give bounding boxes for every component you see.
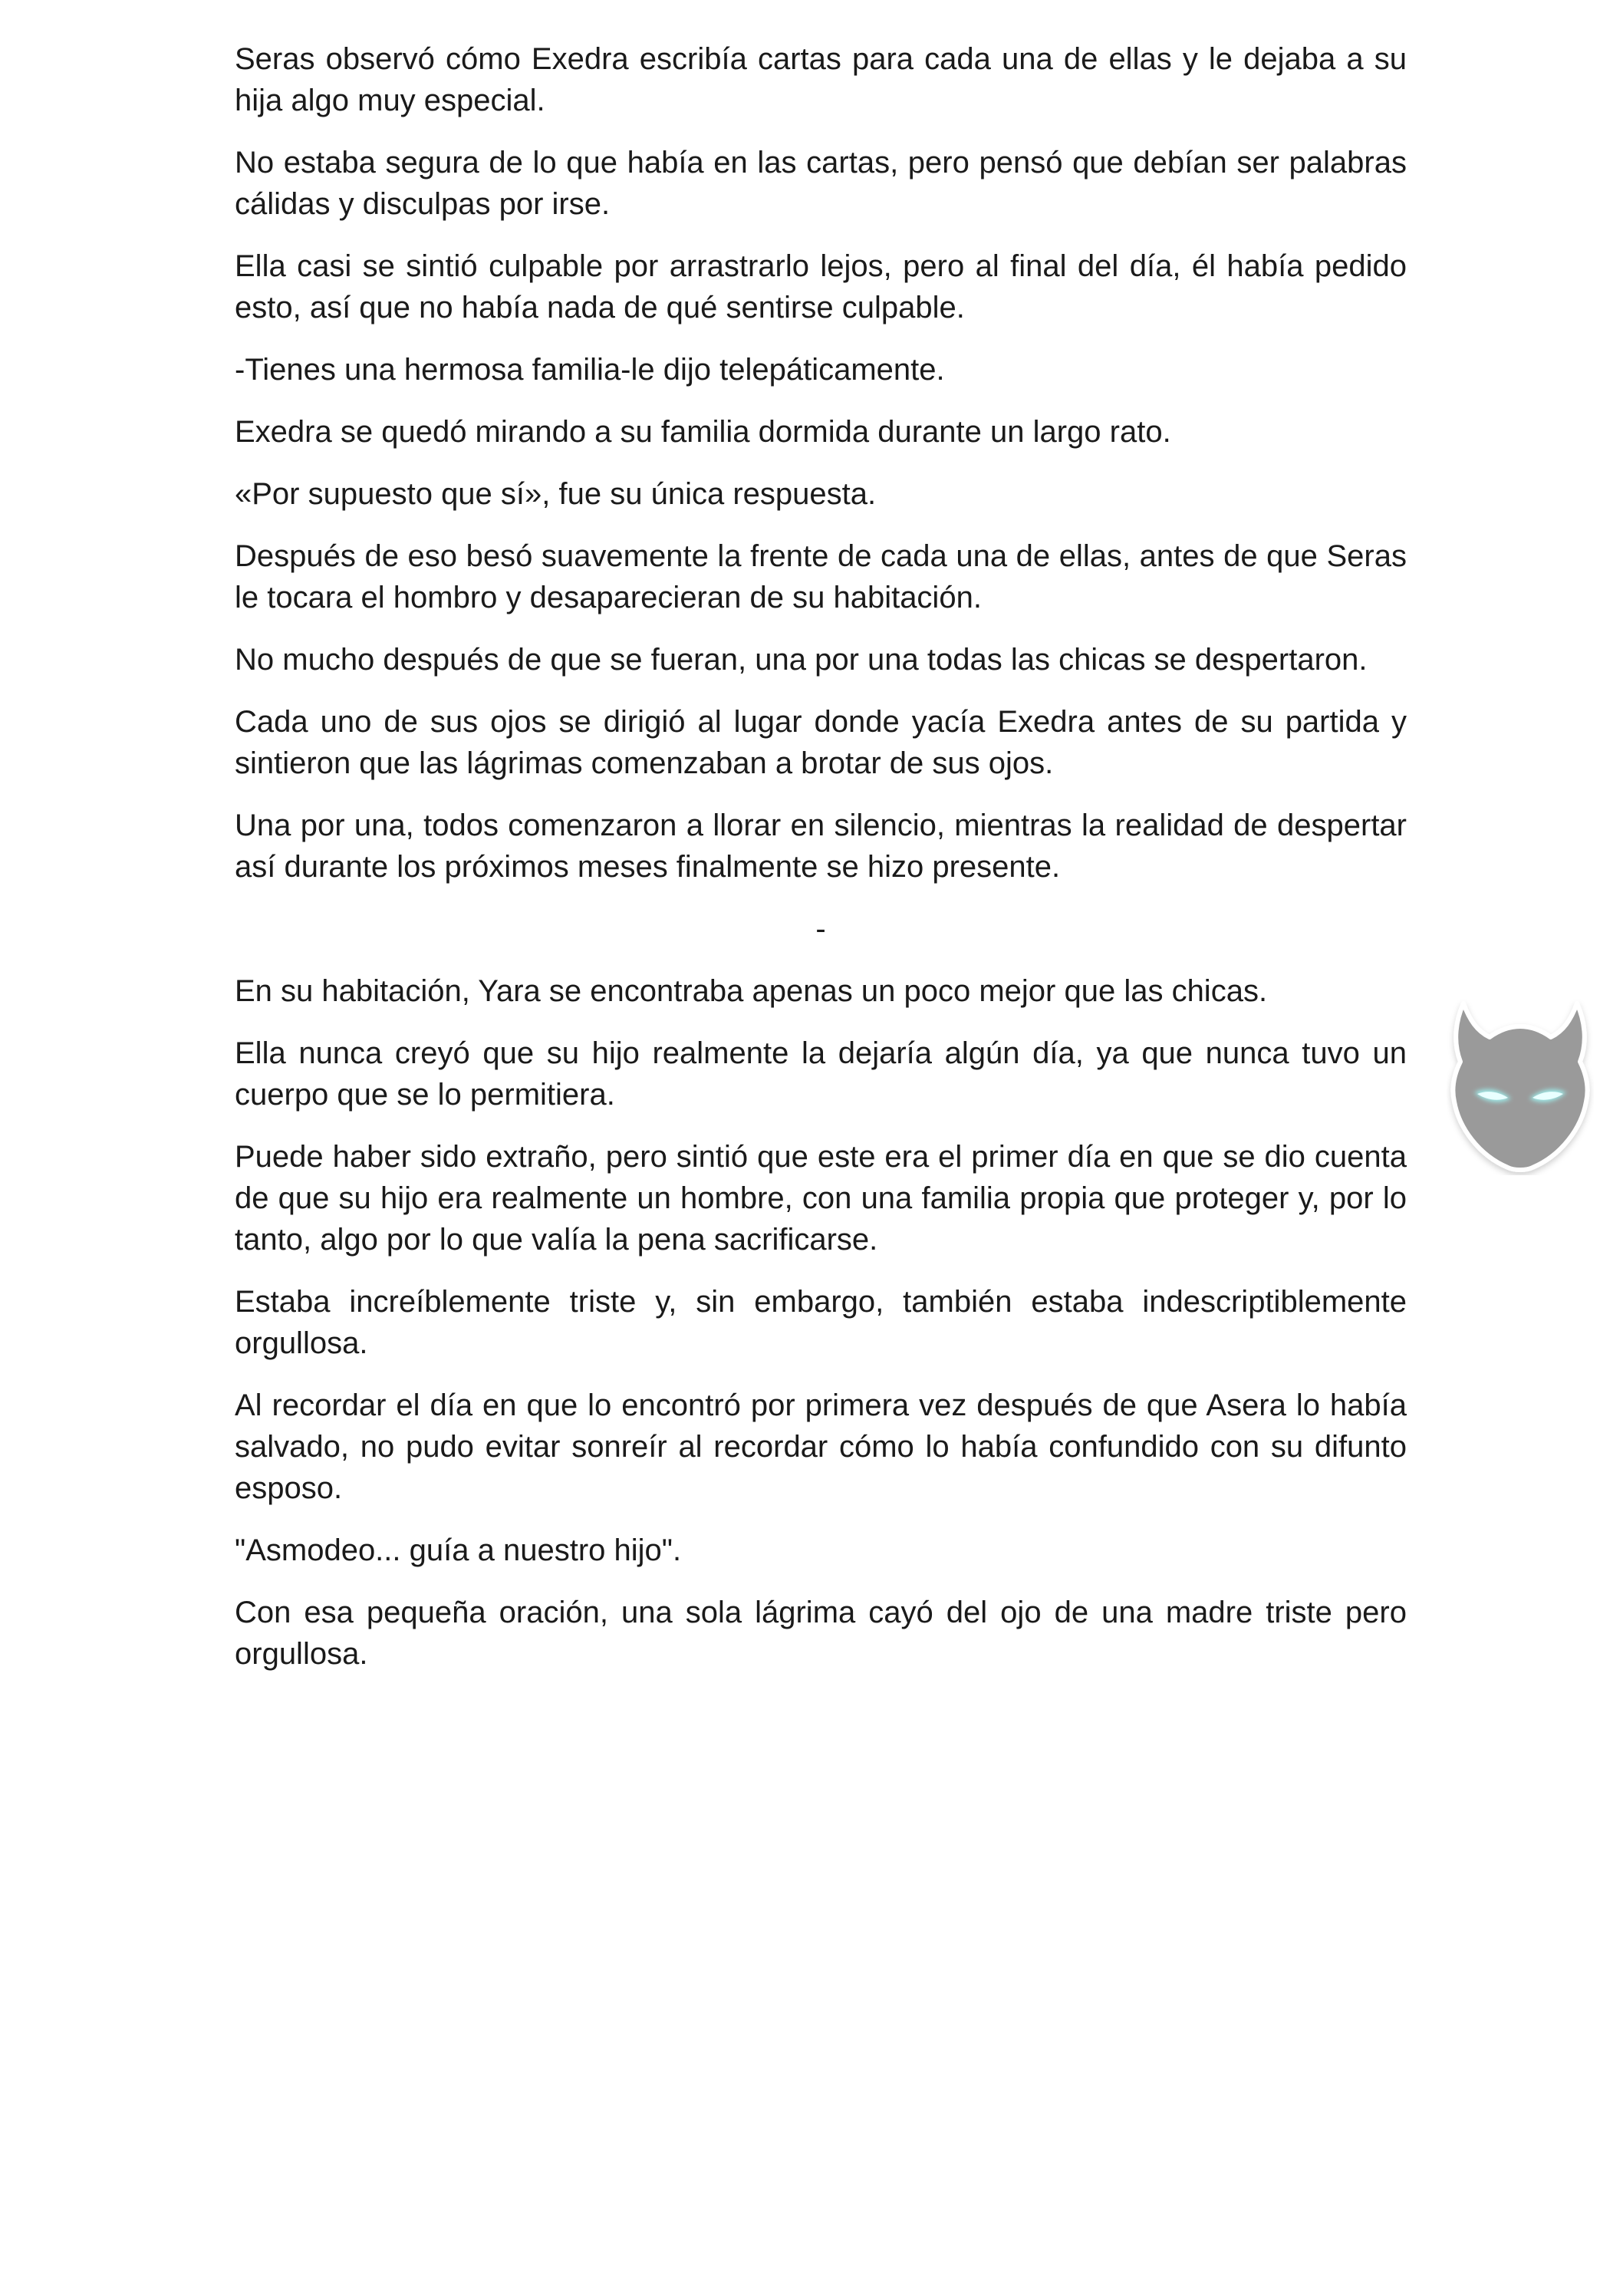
- paragraph: Después de eso besó suavemente la frente de cada una de ellas, antes de que Seras le tocara el hombro y desaparecieran de su habitación.: [235, 539, 1407, 614]
- paragraph: "Asmodeo... guía a nuestro hijo".: [235, 1533, 682, 1567]
- section-separator: -: [815, 912, 826, 946]
- paragraph: Al recordar el día en que lo encontró por primera vez después de que Asera lo había salvado, no pudo evitar sonreír al recordar cómo lo había confundido con su difunto esposo.: [235, 1388, 1407, 1505]
- paragraph: Cada uno de sus ojos se dirigió al lugar donde yacía Exedra antes de su partida y sintieron que las lágrimas comenzaban a brotar de sus ojos.: [235, 705, 1407, 780]
- paragraph: -Tienes una hermosa familia-le dijo telepáticamente.: [235, 353, 945, 387]
- paragraph: Con esa pequeña oración, una sola lágrima cayó del ojo de una madre triste pero orgullosa.: [235, 1596, 1407, 1671]
- paragraph: En su habitación, Yara se encontraba apenas un poco mejor que las chicas.: [235, 974, 1268, 1008]
- paragraph: «Por supuesto que sí», fue su única respuesta.: [235, 477, 877, 511]
- paragraph: Estaba increíblemente triste y, sin embargo, también estaba indescriptiblemente orgullosa.: [235, 1285, 1407, 1360]
- paragraph: Puede haber sido extraño, pero sintió que este era el primer día en que se dio cuenta de que su hijo era realmente un hombre, con una familia propia que proteger y, por lo tanto, algo por lo que valía la pena sacrificarse.: [235, 1140, 1407, 1257]
- paragraph: No estaba segura de lo que había en las cartas, pero pensó que debían ser palabras cálidas y disculpas por irse.: [235, 146, 1407, 221]
- paragraph: Ella casi se sintió culpable por arrastrarlo lejos, pero al final del día, él había pedido esto, así que no había nada de qué sentirse culpable.: [235, 249, 1407, 324]
- paragraph: Exedra se quedó mirando a su familia dormida durante un largo rato.: [235, 415, 1171, 449]
- paragraph: No mucho después de que se fueran, una por una todas las chicas se despertaron.: [235, 643, 1368, 677]
- demon-head-icon: [1447, 997, 1594, 1175]
- body-text: [235, 38, 1407, 1695]
- paragraph: Ella nunca creyó que su hijo realmente la dejaría algún día, ya que nunca tuvo un cuerpo que se lo permitiera.: [235, 1036, 1407, 1112]
- paragraph: Seras observó cómo Exedra escribía cartas para cada una de ellas y le dejaba a su hija algo muy especial.: [235, 42, 1407, 117]
- paragraph: Una por una, todos comenzaron a llorar en silencio, mientras la realidad de despertar así durante los próximos meses finalmente se hizo presente.: [235, 809, 1407, 884]
